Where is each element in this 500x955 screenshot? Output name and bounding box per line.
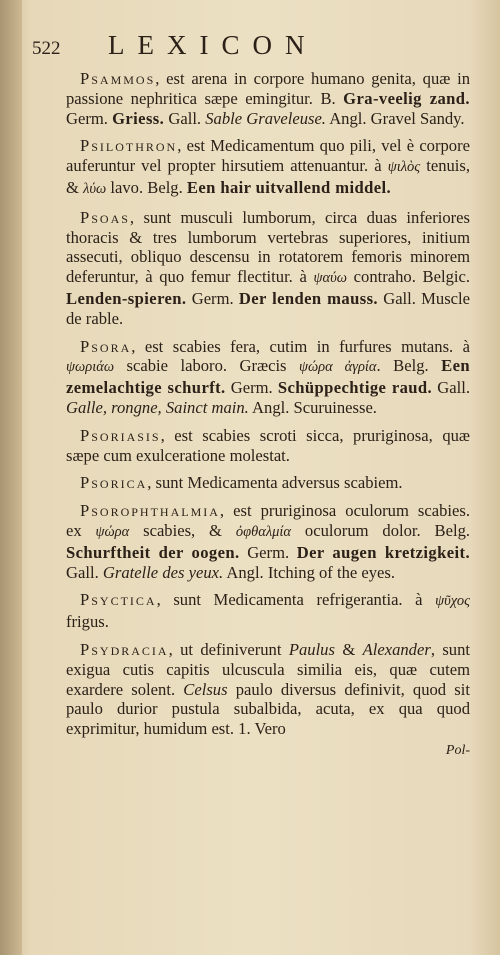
blackletter-term: Een zemelachtige schurft. xyxy=(66,356,470,398)
greek-term: ψωριάω xyxy=(66,359,115,376)
lexicon-entry-psorica xyxy=(66,473,470,493)
entry-text: , sunt musculi lumborum, circa duas inferiores thoracis & tres lumborum vertebras superiores, initium assecuti, obliquo descensu in rotatorem femoris minorem deferuntur, à quo femur flectitur. à xyxy=(66,207,470,287)
lexicon-entry-psilothron xyxy=(66,136,470,199)
entry-text: Angl. Gravel Sandy. xyxy=(325,108,465,128)
entry-text: Germ. xyxy=(66,108,113,128)
entry-text: , est scabies fera, cutim in furfures mutans. à xyxy=(131,336,470,356)
page-header xyxy=(32,30,470,61)
blackletter-term: Lenden-spieren. xyxy=(66,288,187,308)
headword: Psorica xyxy=(80,473,148,493)
italic-term: Celsus xyxy=(183,679,228,699)
greek-term: ψώρα ἀγρία xyxy=(298,359,377,376)
lexicon-entry-psyctica xyxy=(66,590,470,632)
lexicon-entry-psora xyxy=(66,337,470,418)
entry-text: Angl. Itching of the eyes. xyxy=(223,562,396,582)
catchword: Pol- xyxy=(445,742,470,758)
entry-text: paulo diversus definivit, quod sit paulo durior pustula subalbida, acuta, ex qua quod exprimitur, humidum est. 1. Vero xyxy=(66,679,470,739)
entry-text: Gall. xyxy=(66,562,103,582)
italic-term: Alexander xyxy=(362,639,431,659)
headword: Psydracia xyxy=(80,639,169,659)
entry-text: Germ. xyxy=(186,288,239,308)
entry-text: , sunt Medicamenta adversus scabiem. xyxy=(147,473,403,493)
lexicon-entry-psoas xyxy=(66,208,470,329)
lexicon-entry-psydracia xyxy=(66,640,470,739)
headword: Psyctica xyxy=(80,590,157,610)
blackletter-term: Der lenden mauss. xyxy=(238,288,378,308)
greek-term: ὀφθαλμία xyxy=(235,523,292,540)
greek-term: ψιλὸς xyxy=(387,159,421,176)
greek-term: ψαύω xyxy=(313,270,348,287)
entry-text: frigus. xyxy=(66,612,109,632)
italic-term: Sable Graveleuse. xyxy=(205,108,326,128)
headword: Psoriasis xyxy=(80,425,161,445)
greek-term: ψώρα xyxy=(95,523,130,540)
headword: Psora xyxy=(80,336,132,356)
entry-text: Germ. xyxy=(239,542,297,562)
entry-text: , ut definiverunt xyxy=(168,639,289,659)
entry-text: , sunt Medicamenta refrigerantia. à xyxy=(156,590,436,610)
italic-term: Paulus xyxy=(288,639,335,659)
entry-text: lavo. Belg. xyxy=(106,177,187,197)
greek-term: λύω xyxy=(83,180,107,197)
italic-term: Gratelle des yeux. xyxy=(102,562,224,582)
headword: Psammos xyxy=(80,69,156,88)
blackletter-term: Griess. xyxy=(112,108,165,128)
entry-text: Germ. xyxy=(225,378,278,398)
blackletter-term: Der augen kretzigkeit. xyxy=(296,542,470,562)
entry-text: scabie laboro. Græcis xyxy=(114,356,299,376)
blackletter-term: Schurftheit der oogen. xyxy=(66,542,240,562)
page-gutter-shadow xyxy=(0,0,22,955)
entry-text: Gall. Muscle de rable. xyxy=(66,288,470,328)
entry-text: tenuis, & xyxy=(66,156,471,197)
blackletter-term: Een hair uitvallend middel. xyxy=(186,177,392,197)
entry-text: oculorum dolor. Belg. xyxy=(291,520,471,540)
entry-text: Angl. Scuruinesse. xyxy=(248,397,377,417)
entry-text: , est Medicamentum quo pili, vel è corpore auferuntur vel propter hirsutiem attenuantur. à xyxy=(66,136,470,176)
headword: Psilothron xyxy=(80,136,178,156)
entry-text: Gall. xyxy=(432,378,470,398)
running-title: LEXICON xyxy=(108,30,318,60)
entry-text: Gall. xyxy=(164,108,206,128)
entry-text: , est scabies scroti sicca, pruriginosa, quæ sæpe cum exulceratione molestat. xyxy=(66,425,470,465)
entry-text: , est pruriginosa oculorum scabies. ex xyxy=(66,501,470,540)
entry-text: , sunt exigua cutis capitis ulcuscula similia eis, quæ cutem exardere solent. xyxy=(66,639,470,699)
entry-text: contraho. Belgic. xyxy=(347,267,470,287)
blackletter-term: Gra-veelig zand. xyxy=(343,88,470,108)
italic-term: Galle, rongne, Sainct main. xyxy=(66,397,249,417)
lexicon-entry-psammos xyxy=(66,69,470,128)
headword: Psoas xyxy=(80,207,130,227)
greek-term: ψῦχος xyxy=(435,593,470,610)
lexicon-entry-psoriasis xyxy=(66,426,470,466)
blackletter-term: Schüppechtige raud. xyxy=(277,378,433,398)
lexicon-entry-psorophthalmia xyxy=(66,501,470,582)
entry-text: scabies, & xyxy=(129,520,236,540)
entry-text: , est arena in corpore humano genita, quæ in passione nephritica sæpe emingitur. B. xyxy=(66,69,470,108)
headword: Psorophthalmia xyxy=(80,501,220,521)
entry-text: & xyxy=(334,639,363,659)
entry-text: . Belg. xyxy=(376,356,442,376)
page-number: 522 xyxy=(32,38,61,59)
